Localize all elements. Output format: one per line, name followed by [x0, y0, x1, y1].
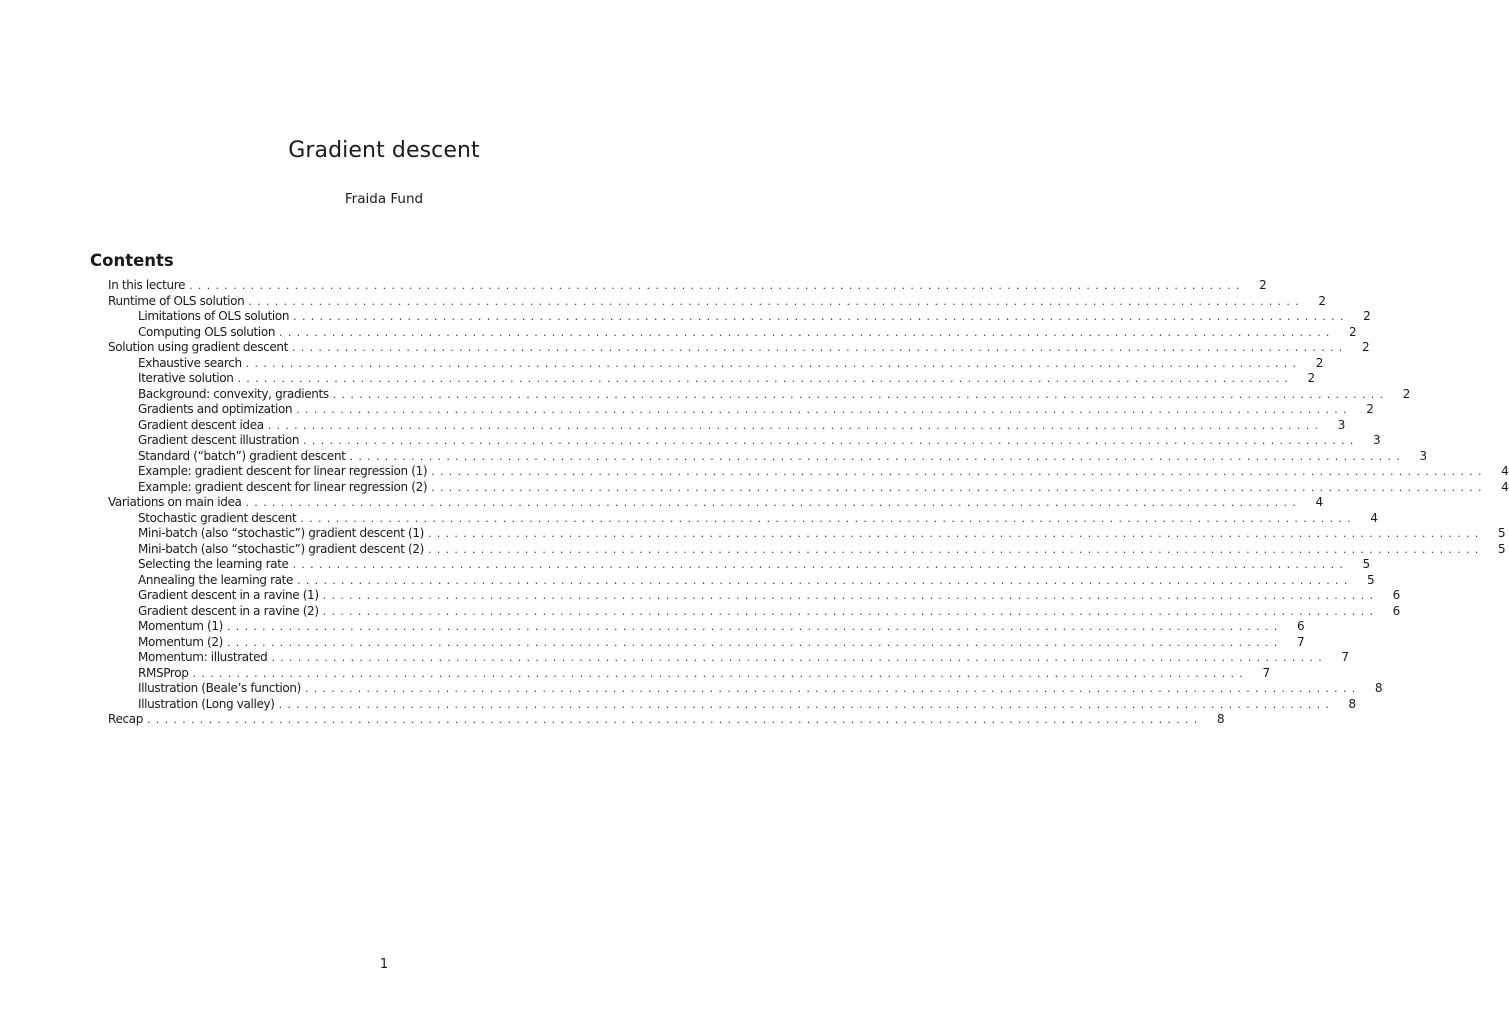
toc-dot-leader: ........................................................................................................................: [237, 372, 1294, 385]
toc-dot-leader: ........................................................................................................................: [431, 465, 1487, 478]
toc-entry-page: 2: [1307, 371, 1316, 385]
toc-dot-leader: ........................................................................................................................: [427, 542, 1484, 556]
toc-entry-page: 2: [1315, 355, 1324, 370]
toc-entry[interactable]: [108, 355, 1324, 372]
toc-entry[interactable]: [108, 603, 1401, 620]
toc-entry-label: Mini-batch (also “stochastic”) gradient descent (2): [138, 541, 424, 556]
toc-entry-page: 8: [1216, 712, 1225, 726]
toc-entry-label: Example: gradient descent for linear regression (2): [138, 479, 428, 494]
toc-dot-leader: ........................................................................................................................: [278, 697, 1335, 711]
toc-entry[interactable]: [108, 324, 1357, 341]
toc-dot-leader: ........................................................................................................................: [192, 666, 1249, 680]
toc-dot-leader: ........................................................................................................................: [227, 635, 1283, 649]
toc-dot-leader: ........................................................................................................................: [303, 434, 1359, 447]
toc-entry-page: 4: [1501, 464, 1509, 478]
toc-dot-leader: ........................................................................................................................: [292, 558, 1349, 571]
toc-dot-leader: ........................................................................................................................: [349, 449, 1406, 463]
toc-entry-page: 7: [1262, 665, 1271, 680]
toc-entry[interactable]: [108, 634, 1305, 651]
toc-dot-leader: ........................................................................................................................: [245, 496, 1302, 509]
toc-entry-label: Stochastic gradient descent: [138, 510, 297, 525]
toc-entry-page: 5: [1362, 557, 1371, 571]
toc-entry-label: Iterative solution: [138, 371, 234, 385]
toc-entry-page: 2: [1318, 293, 1326, 308]
toc-entry-label: Gradient descent in a ravine (2): [138, 603, 319, 618]
toc-entry-page: 5: [1367, 572, 1375, 587]
toc-dot-leader: ........................................................................................................................: [296, 403, 1352, 416]
toc-entry-label: Solution using gradient descent: [108, 340, 288, 354]
toc-dot-leader: ........................................................................................................................: [227, 620, 1283, 633]
toc-entry-label: Annealing the learning rate: [138, 572, 294, 587]
toc-dot-leader: ........................................................................................................................: [297, 573, 1353, 587]
toc-entry[interactable]: [108, 433, 1381, 449]
toc-entry-label: Recap: [108, 712, 144, 726]
toc-entry-page: 5: [1497, 541, 1506, 556]
toc-entry[interactable]: [108, 402, 1374, 418]
toc-entry-label: Gradients and optimization: [138, 402, 293, 416]
toc-dot-leader: ........................................................................................................................: [147, 713, 1203, 726]
toc-entry-page: 2: [1366, 402, 1374, 416]
toc-entry-label: In this lecture: [108, 278, 186, 292]
toc-entry-label: RMSProp: [138, 665, 189, 680]
toc-entry-label: Momentum (1): [138, 619, 223, 633]
toc-entry[interactable]: [108, 696, 1357, 713]
toc-entry-label: Momentum: illustrated: [138, 650, 268, 664]
toc-entry[interactable]: [108, 293, 1326, 310]
toc-entry-page: 6: [1392, 588, 1401, 602]
toc-entry-label: Gradient descent idea: [138, 417, 264, 432]
toc-entry-page: 6: [1296, 619, 1305, 633]
toc-entry-page: 7: [1296, 634, 1305, 649]
toc-entry-label: Example: gradient descent for linear regression (1): [138, 464, 428, 478]
toc-entry-label: Gradient descent illustration: [138, 433, 300, 447]
toc-entry[interactable]: [108, 479, 1509, 496]
toc-entry[interactable]: [108, 495, 1324, 511]
toc-entry-label: Limitations of OLS solution: [138, 309, 290, 323]
contents-heading: Contents: [90, 251, 174, 270]
page-number: 1: [379, 957, 389, 972]
toc-entry[interactable]: [108, 464, 1509, 480]
toc-dot-leader: ........................................................................................................................: [248, 294, 1304, 308]
toc-entry[interactable]: [108, 557, 1371, 573]
toc-entry-page: 3: [1337, 417, 1346, 432]
toc-dot-leader: ........................................................................................................................: [300, 511, 1356, 525]
toc-dot-leader: ........................................................................................................................: [332, 387, 1389, 401]
toc-entry-label: Computing OLS solution: [138, 324, 276, 339]
toc-entry[interactable]: [108, 371, 1316, 387]
toc-entry[interactable]: [108, 712, 1225, 728]
toc-entry-page: 6: [1392, 603, 1401, 618]
toc-entry-page: 3: [1373, 433, 1381, 447]
toc-dot-leader: ........................................................................................................................: [271, 651, 1328, 664]
toc-entry-label: Illustration (Long valley): [138, 696, 275, 711]
toc-entry[interactable]: [108, 510, 1378, 527]
toc-entry-page: 2: [1361, 340, 1370, 354]
toc-entry-page: 5: [1497, 526, 1506, 540]
toc-entry-label: Variations on main idea: [108, 495, 242, 509]
toc-dot-leader: ........................................................................................................................: [267, 418, 1324, 432]
toc-entry-page: 4: [1370, 510, 1378, 525]
toc-entry[interactable]: [108, 588, 1401, 604]
toc-dot-leader: ........................................................................................................................: [431, 480, 1487, 494]
toc-entry-page: 4: [1501, 479, 1509, 494]
toc-entry-page: 2: [1349, 324, 1357, 339]
toc-entry-page: 3: [1419, 448, 1428, 463]
toc-entry[interactable]: [108, 681, 1383, 697]
toc-entry-page: 2: [1259, 278, 1267, 292]
toc-entry-page: 8: [1348, 696, 1357, 711]
toc-entry-label: Momentum (2): [138, 634, 223, 649]
toc-entry-page: 2: [1402, 386, 1411, 401]
toc-dot-leader: ........................................................................................................................: [279, 325, 1335, 339]
toc-entry-label: Mini-batch (also “stochastic”) gradient descent (1): [138, 526, 424, 540]
toc-entry-label: Illustration (Beale’s function): [138, 681, 301, 695]
toc-entry-label: Runtime of OLS solution: [108, 293, 245, 308]
toc-entry-page: 4: [1315, 495, 1324, 509]
toc-entry[interactable]: [108, 619, 1305, 635]
toc-entry[interactable]: [108, 572, 1375, 589]
toc-entry[interactable]: [108, 650, 1350, 666]
toc-dot-leader: ........................................................................................................................: [245, 356, 1302, 370]
table-of-contents: [108, 278, 1509, 728]
toc-entry[interactable]: [108, 526, 1506, 542]
toc-dot-leader: ........................................................................................................................: [427, 527, 1484, 540]
toc-dot-leader: ........................................................................................................................: [304, 682, 1361, 695]
toc-dot-leader: ........................................................................................................................: [322, 589, 1379, 602]
document-title: Gradient descent: [288, 138, 480, 163]
toc-entry[interactable]: [108, 417, 1346, 434]
toc-entry-page: 7: [1341, 650, 1350, 664]
toc-entry-label: Gradient descent in a ravine (1): [138, 588, 319, 602]
document-author: Fraida Fund: [344, 191, 424, 207]
toc-entry[interactable]: [108, 309, 1371, 325]
toc-dot-leader: ........................................................................................................................: [293, 310, 1349, 323]
toc-dot-leader: ........................................................................................................................: [189, 279, 1245, 292]
toc-dot-leader: ........................................................................................................................: [322, 604, 1379, 618]
toc-dot-leader: ........................................................................................................................: [291, 341, 1348, 354]
toc-entry[interactable]: [108, 665, 1271, 682]
toc-entry-page: 8: [1374, 681, 1383, 695]
toc-entry-label: Exhaustive search: [138, 355, 242, 370]
toc-entry[interactable]: [108, 340, 1370, 356]
toc-entry-label: Selecting the learning rate: [138, 557, 289, 571]
toc-entry-label: Background: convexity, gradients: [138, 386, 329, 401]
toc-entry[interactable]: [108, 386, 1411, 403]
toc-entry[interactable]: [108, 278, 1267, 294]
toc-entry[interactable]: [108, 541, 1506, 558]
toc-entry-page: 2: [1363, 309, 1371, 323]
toc-entry[interactable]: [108, 448, 1428, 465]
toc-entry-label: Standard (“batch”) gradient descent: [138, 448, 346, 463]
